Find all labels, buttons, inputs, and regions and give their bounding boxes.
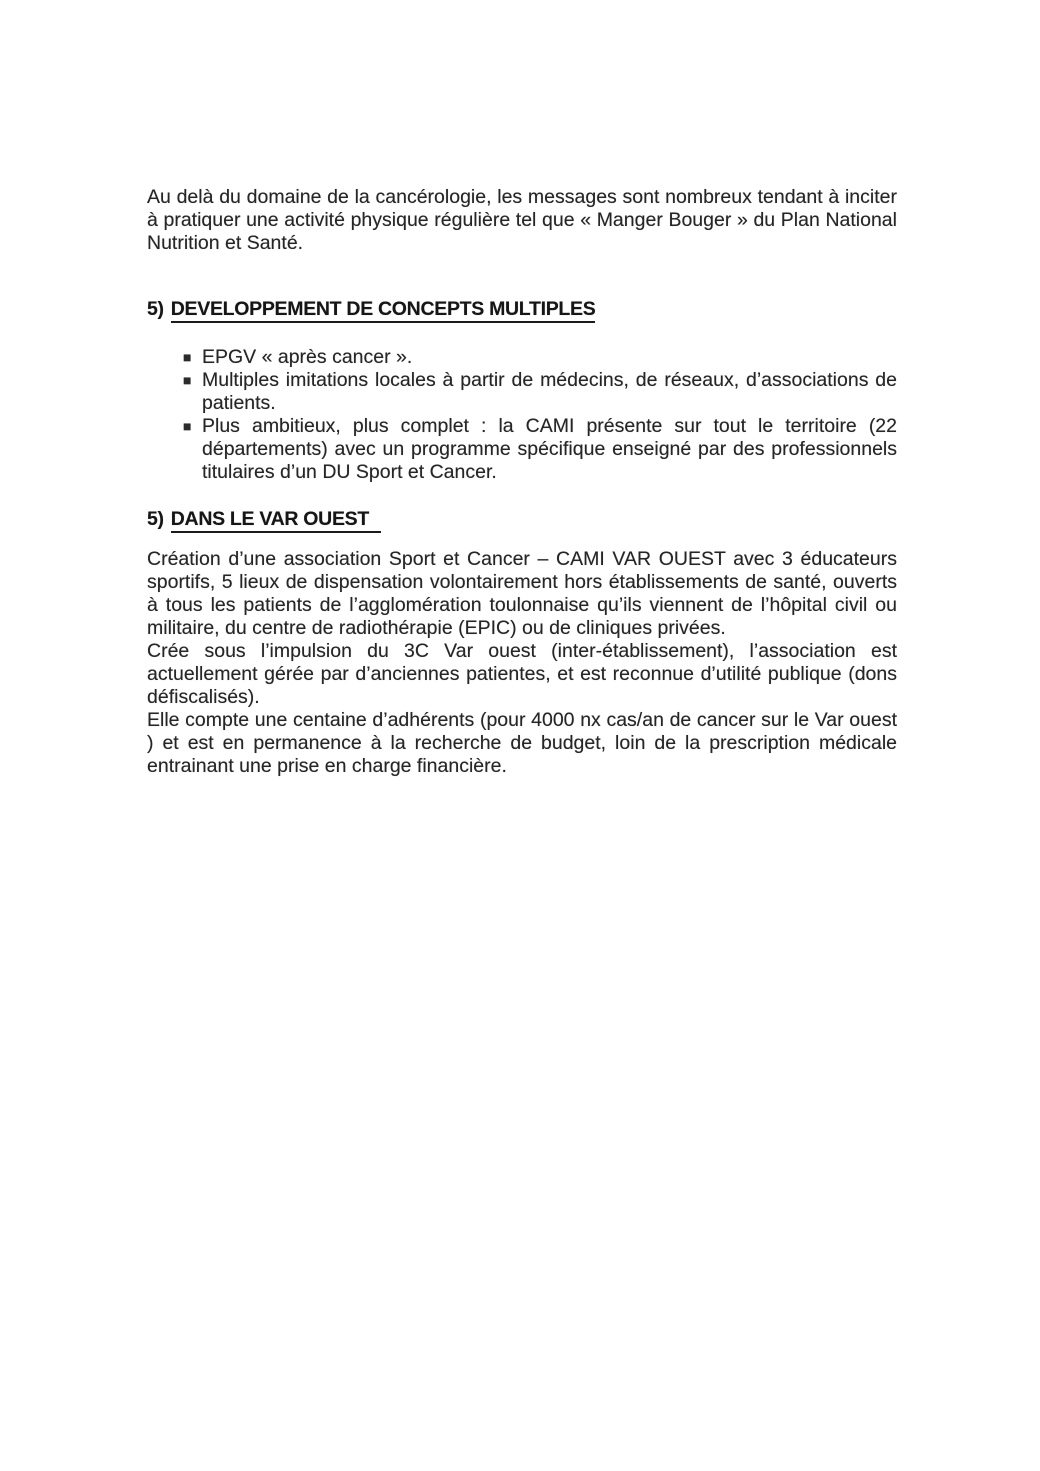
body-paragraph: Création d’une association Sport et Cancer – CAMI VAR OUEST avec 3 éducateurs sportifs, 5 lieux de dispensation volontairement hors établissements de santé, ouverts à tous les patients de l’agglomération toulonnaise qu’ils viennent de l’hôpital civil ou militaire, du centre de radiothérapie (EPIC) ou de cliniques privées.	[147, 548, 897, 639]
intro-paragraph: Au delà du domaine de la cancérologie, les messages sont nombreux tendant à inciter à pratiquer une activité physique régulière tel que « Manger Bouger » du Plan National Nutrition et Santé.	[147, 186, 897, 254]
section-title: DEVELOPPEMENT DE CONCEPTS MULTIPLES	[171, 298, 596, 323]
list-item	[147, 346, 897, 369]
section-body	[147, 548, 897, 778]
bullet-list	[147, 346, 897, 484]
list-item	[147, 415, 897, 484]
body-paragraph: Crée sous l’impulsion du 3C Var ouest (inter-établissement), l’association est actuellement gérée par d’anciennes patientes, et est reconnue d’utilité publique (dons défiscalisés).	[147, 640, 897, 708]
list-item	[147, 369, 897, 415]
document-content	[147, 186, 897, 778]
body-paragraph: Elle compte une centaine d’adhérents (pour 4000 nx cas/an de cancer sur le Var ouest ) et est en permanence à la recherche de budget, loin de la prescription médicale entrainant une prise en charge financière.	[147, 709, 897, 777]
bullet-square-icon: ■	[183, 372, 192, 388]
list-item-text: Multiples imitations locales à partir de médecins, de réseaux, d’associations de patients.	[202, 369, 897, 414]
bullet-square-icon: ■	[183, 349, 192, 365]
section-title: DANS LE VAR OUEST	[171, 508, 381, 533]
section-number: 5)	[147, 508, 164, 530]
list-item-text: EPGV « après cancer ».	[202, 346, 413, 368]
section-number: 5)	[147, 298, 164, 320]
section-heading-var-ouest	[147, 508, 897, 531]
list-item-text: Plus ambitieux, plus complet : la CAMI présente sur tout le territoire (22 départements) avec un programme spécifique enseigné par des professionnels titulaires d’un DU Sport et Cancer.	[202, 415, 897, 483]
bullet-square-icon: ■	[183, 418, 192, 434]
section-heading-developpement	[147, 298, 897, 321]
